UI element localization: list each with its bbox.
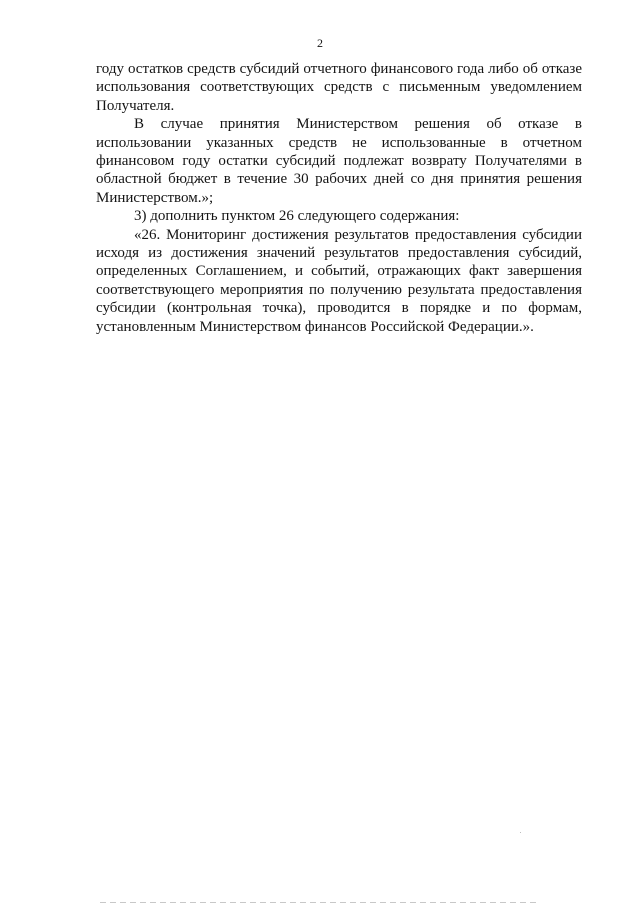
paragraph-continuation: году остатков средств субсидий отчетного финансового года либо об отказе использования соответствующих средств с письменным уведомлением Получателя. [96, 61, 582, 114]
document-body [96, 60, 582, 336]
page-number: 2 [317, 36, 323, 50]
scan-artifact [520, 832, 521, 833]
scan-bottom-edge [100, 902, 540, 903]
paragraph-amendment-item-3: 3) дополнить пунктом 26 следующего содержания: [134, 208, 460, 225]
paragraph-refusal-decision: В случае принятия Министерством решения об отказе в использовании указанных средств не использованные в отчетном финансовом году остатки субсидий подлежат возврату Получателями в областной бюджет в течение 30 рабочих дней со дня принятия решения Министерством.»; [96, 116, 582, 206]
paragraph-item-26-monitoring: «26. Мониторинг достижения результатов предоставления субсидии исходя из достижения значений результатов предоставления субсидий, определенных Соглашением, и событий, отражающих факт завершения соответствующего мероприятия по получению результата предоставления субсидии (контрольная точка), проводится в порядке и по формам, установленным Министерством финансов Российской Федерации.». [96, 226, 582, 335]
